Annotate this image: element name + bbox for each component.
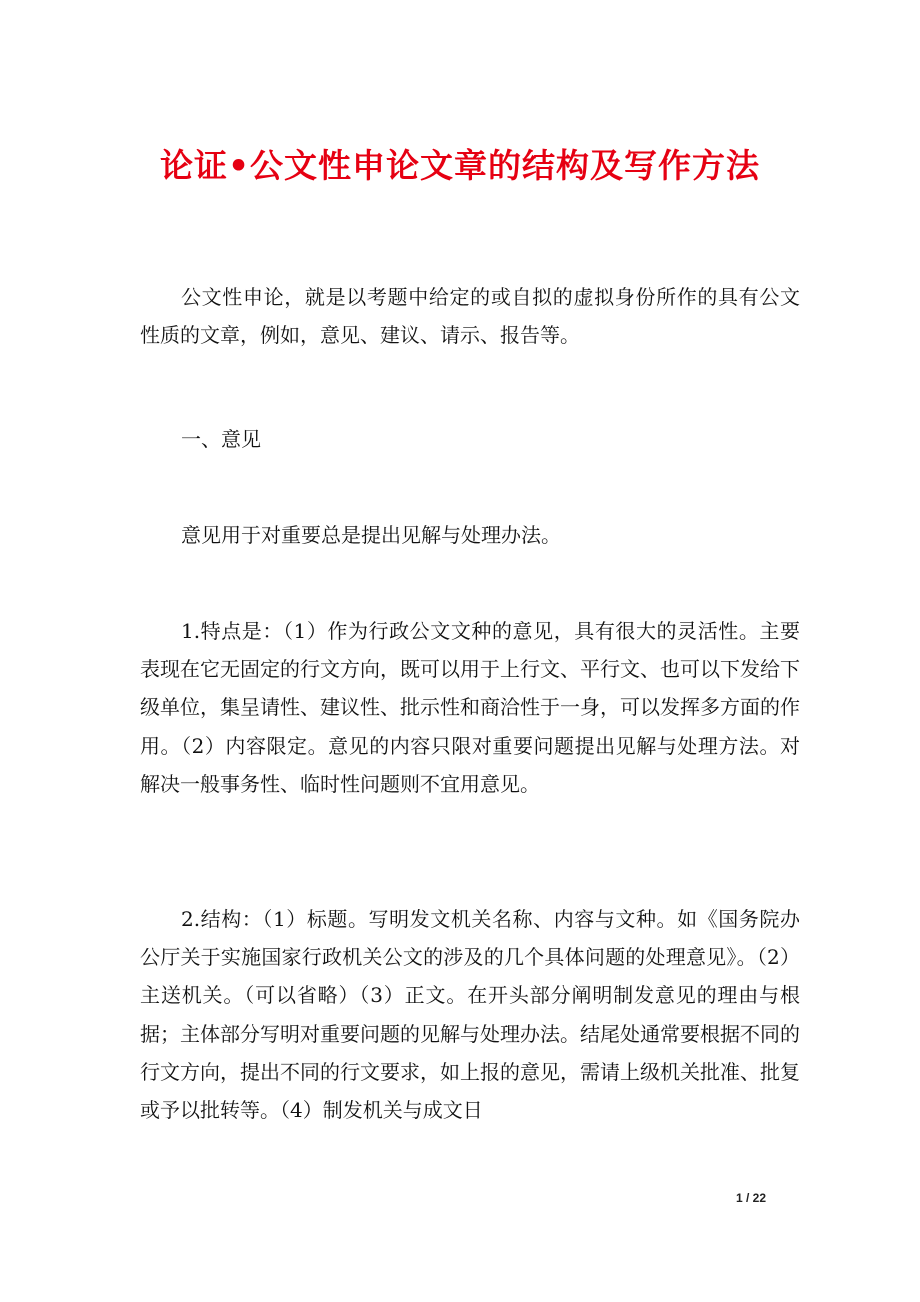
page-number: 1 / 22: [736, 1191, 767, 1205]
structure-paragraph: 2.结构：（1）标题。写明发文机关名称、内容与文种。如《国务院办公厅关于实施国家行政机关公文的涉及的几个具体问题的处理意见》。（2）主送机关。（可以省略）（3）正文。在开头部分阐明制发意见的理由与根据；主体部分写明对重要问题的见解与处理办法。结尾处通常要根据不同的行文方向，提出不同的行文要求，如上报的意见，需请上级机关批准、批复或予以批转等。（4）制发机关与成文日: [140, 907, 800, 1123]
intro-paragraph: 公文性申论，就是以考题中给定的或自拟的虚拟身份所作的具有公文性质的文章，例如，意见、建议、请示、报告等。: [140, 285, 800, 348]
opinion-definition-paragraph: 意见用于对重要总是提出见解与处理办法。: [181, 523, 561, 547]
document-title: 论证•公文性申论文章的结构及写作方法: [159, 146, 761, 185]
features-paragraph: 1.特点是：（1）作为行政公文文种的意见，具有很大的灵活性。主要表现在它无固定的行文方向，既可以用于上行文、平行文、也可以下发给下级单位，集呈请性、建议性、批示性和商洽性于一身，可以发挥多方面的作用。（2）内容限定。意见的内容只限对重要问题提出见解与处理方法。对解决一般事务性、临时性问题则不宜用意见。: [140, 619, 800, 796]
section-heading-opinion: 一、意见: [181, 427, 261, 451]
